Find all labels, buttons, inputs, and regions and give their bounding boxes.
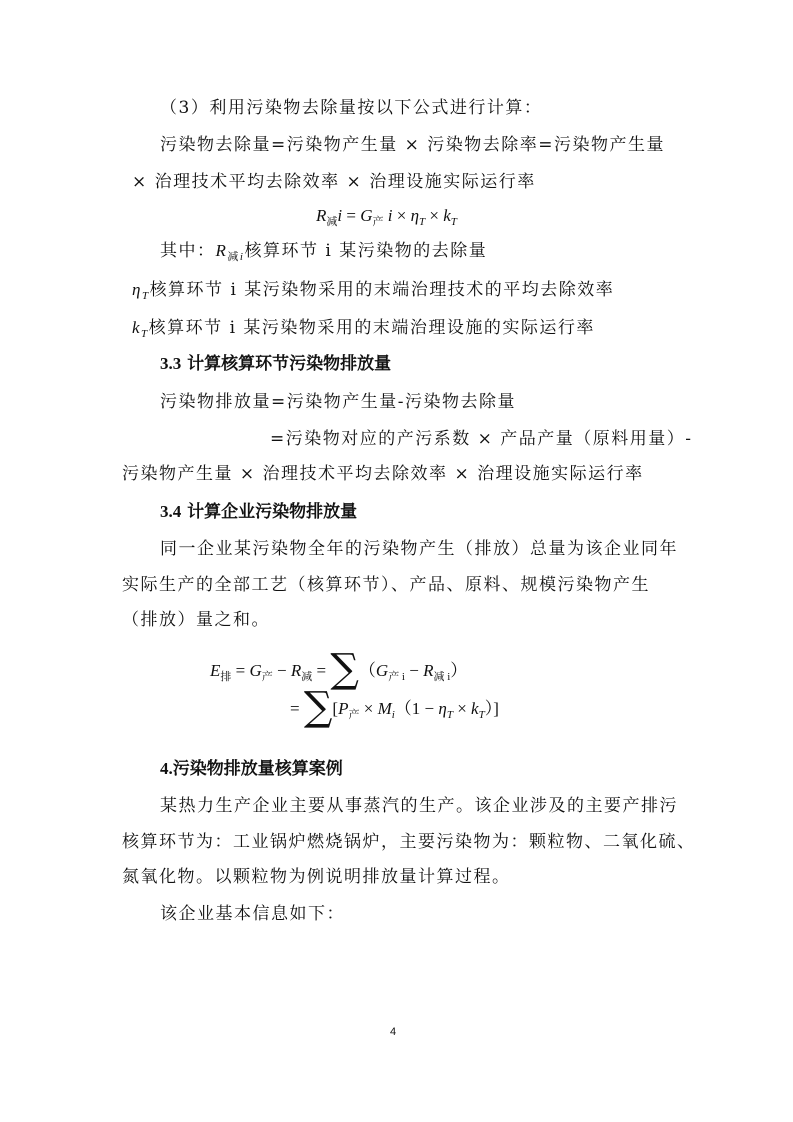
formula-operator: × — [452, 699, 472, 718]
definition-text: 核算环节 i 某污染物采用的末端治理设施的实际运行率 — [148, 318, 595, 338]
formula-symbol: i — [337, 206, 343, 225]
summation-symbol: ∑ — [330, 646, 359, 692]
formula-subscript: 产 i — [388, 671, 405, 683]
definition-text: 核算环节 i 某污染物的去除量 — [244, 241, 488, 261]
formula-operator: − — [405, 661, 424, 680]
text-line: =污染物对应的产污系数 × 产品产量（原料用量）- — [270, 429, 693, 449]
formula-symbol: R — [215, 241, 228, 260]
formula-operator: ） — [450, 661, 468, 680]
formula-subscript: T — [450, 216, 457, 228]
formula-symbol: E — [210, 661, 221, 680]
formula-operator: − — [272, 661, 291, 680]
text-line: 某热力生产企业主要从事蒸汽的生产。该企业涉及的主要产排污 — [160, 796, 678, 816]
formula-subscript: T — [141, 328, 149, 340]
formula-operator: = — [231, 661, 250, 680]
formula-symbol: k — [471, 699, 479, 718]
formula-symbol: G — [375, 661, 389, 680]
section-number: 4. — [160, 759, 173, 778]
formula-subscript: 减 — [326, 216, 338, 228]
section-number: 3.4 — [160, 502, 182, 521]
text-line: 氮氧化物。以颗粒物为例说明排放量计算过程。 — [122, 867, 511, 887]
definition-line — [132, 317, 595, 341]
section-number: 3.3 — [160, 354, 182, 373]
text-line: 实际生产的全部工艺（核算环节）、产品、原料、规模污染物产生 — [122, 575, 650, 595]
definition-line — [160, 240, 487, 264]
formula-symbol: η — [438, 699, 447, 718]
formula-operator: [ — [332, 699, 339, 718]
formula-subscript: 减 — [227, 251, 240, 263]
text-line: （3）利用污染物去除量按以下公式进行计算： — [160, 98, 543, 118]
text-line: 核算环节为：工业锅炉燃烧锅炉，主要污染物为：颗粒物、二氧化硫、 — [122, 832, 696, 852]
formula-operator: （1 − — [394, 699, 439, 718]
formula-emission-total — [210, 646, 468, 692]
formula-symbol: k — [443, 206, 451, 225]
formula-subscript: 排 — [220, 671, 232, 683]
section-title: 计算核算环节污染物排放量 — [187, 354, 392, 374]
definition-line — [132, 279, 614, 303]
section-heading — [160, 501, 357, 523]
formula-operator: ）] — [484, 699, 499, 718]
formula-symbol: η — [132, 280, 142, 299]
formula-symbol: G — [249, 661, 262, 680]
formula-subscript: 减 — [301, 671, 313, 683]
section-heading — [160, 758, 343, 780]
formula-subscript: T — [141, 290, 150, 302]
formula-subscript: T — [419, 216, 426, 228]
text-line: 污染物产生量 × 治理技术平均去除效率 × 治理设施实际运行率 — [122, 464, 644, 484]
formula-symbol: k — [132, 318, 142, 337]
formula-subscript: T — [478, 709, 485, 721]
formula-subscript: 产 — [372, 216, 384, 228]
formula-subscript: T — [446, 709, 453, 721]
definition-prefix: 其中： — [160, 241, 216, 261]
formula-symbol: M — [377, 699, 392, 718]
summation-symbol: ∑ — [303, 684, 333, 730]
formula-symbol: R — [423, 661, 434, 680]
formula-emission-expanded — [290, 684, 499, 730]
formula-subscript: 产 — [261, 671, 273, 683]
text-line: 污染物去除量=污染物产生量 × 污染物去除率=污染物产生量 — [160, 135, 666, 155]
section-title: 计算企业污染物排放量 — [187, 502, 358, 522]
formula-symbol: P — [338, 699, 349, 718]
formula-symbol: η — [410, 206, 420, 225]
page-number: 4 — [390, 1026, 397, 1038]
formula-symbol: R — [290, 661, 302, 680]
formula-operator: × — [392, 206, 411, 225]
formula-subscript: 产 — [348, 709, 360, 721]
formula-subscript: i — [239, 251, 245, 263]
section-title: 污染物排放量核算案例 — [172, 759, 343, 779]
formula-operator: （ — [358, 661, 376, 680]
formula-operator: × — [425, 206, 444, 225]
formula-symbol: G — [360, 206, 373, 225]
formula-operator: × — [359, 699, 378, 718]
section-heading — [160, 353, 391, 375]
formula-operator: = — [312, 661, 331, 680]
formula-subscript: i — [391, 709, 395, 721]
definition-text: 核算环节 i 某污染物采用的末端治理技术的平均去除效率 — [149, 280, 615, 300]
formula-operator: = — [342, 206, 361, 225]
formula-subscript: 减 i — [433, 671, 451, 683]
formula-operator: = — [290, 699, 304, 718]
formula-removal — [316, 205, 457, 229]
text-line: × 治理技术平均去除效率 × 治理设施实际运行率 — [132, 172, 536, 192]
formula-symbol: R — [316, 206, 327, 225]
formula-symbol: i — [383, 206, 393, 225]
text-line: 该企业基本信息如下： — [160, 904, 345, 924]
text-line: 污染物排放量=污染物产生量-污染物去除量 — [160, 392, 516, 412]
text-line: 同一企业某污染物全年的污染物产生（排放）总量为该企业同年 — [160, 539, 678, 559]
text-line: （排放）量之和。 — [122, 610, 270, 630]
